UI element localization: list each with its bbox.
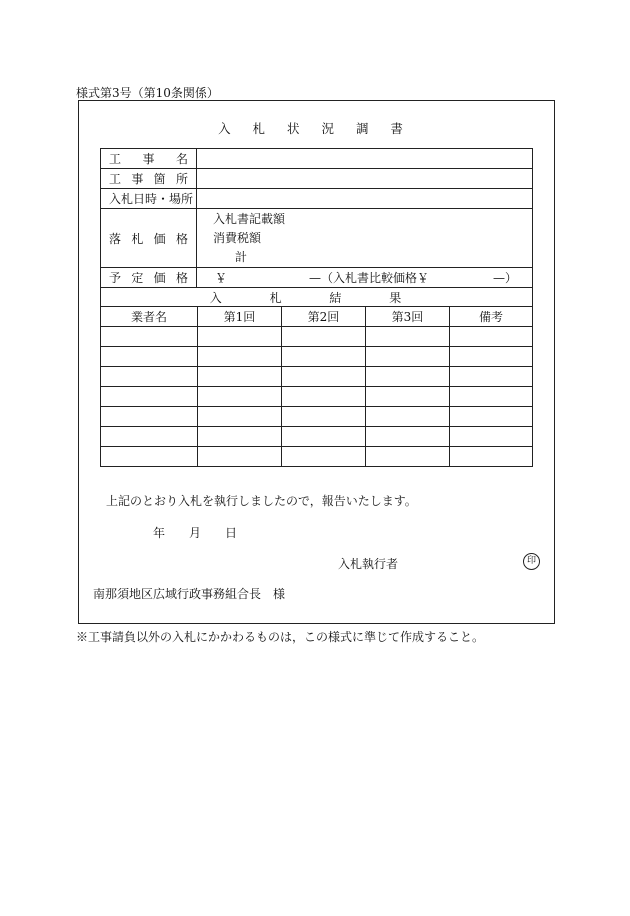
- round-2-cell[interactable]: [282, 327, 366, 347]
- table-row: [101, 427, 533, 447]
- bidder-name-cell[interactable]: [101, 447, 198, 467]
- round-2-cell[interactable]: [282, 407, 366, 427]
- addressee: 南那須地区広域行政事務組合長 様: [93, 587, 286, 601]
- table-row: [101, 327, 533, 347]
- round-2-cell[interactable]: [282, 387, 366, 407]
- bid-amount-label: 入札書記載額: [213, 211, 286, 226]
- table-row: [101, 447, 533, 467]
- planned-price-label: 予 定 価 格: [101, 268, 197, 288]
- round-2-cell[interactable]: [282, 427, 366, 447]
- seal-icon: 印: [523, 553, 540, 570]
- bidder-name-cell[interactable]: [101, 347, 198, 367]
- round-3-cell[interactable]: [366, 347, 450, 367]
- round-2-cell[interactable]: [282, 367, 366, 387]
- bid-results-table: [100, 306, 533, 467]
- date-month-label: 月: [189, 526, 202, 540]
- round-1-cell[interactable]: [198, 327, 282, 347]
- round-3-cell[interactable]: [366, 427, 450, 447]
- total-label: 計: [235, 249, 248, 264]
- report-statement: 上記のとおり入札を執行しましたので，報告いたします。: [106, 494, 417, 508]
- award-price-breakdown: [197, 209, 533, 268]
- remarks-cell[interactable]: [450, 327, 533, 347]
- project-location-label: 工 事 箇 所: [101, 169, 197, 189]
- remarks-cell[interactable]: [450, 387, 533, 407]
- project-name-value[interactable]: [197, 149, 533, 169]
- round-2-cell[interactable]: [282, 447, 366, 467]
- table-row: [101, 407, 533, 427]
- round-1-cell[interactable]: [198, 447, 282, 467]
- round-2-cell[interactable]: [282, 347, 366, 367]
- consumption-tax-label: 消費税額: [213, 230, 262, 245]
- round-1-cell[interactable]: [198, 367, 282, 387]
- round-1-cell[interactable]: [198, 347, 282, 367]
- form-number: 様式第3号（第10条関係）: [76, 86, 219, 100]
- document-title: 入 札 状 況 調 書: [218, 121, 412, 136]
- project-name-label: 工 事 名: [101, 149, 197, 169]
- round-3-cell[interactable]: [366, 447, 450, 467]
- table-row: [101, 387, 533, 407]
- bid-datetime-value[interactable]: [197, 189, 533, 209]
- col-bidder-name: 業者名: [101, 307, 198, 327]
- col-round-2: 第2回: [282, 307, 366, 327]
- col-remarks: 備考: [450, 307, 533, 327]
- round-1-cell[interactable]: [198, 427, 282, 447]
- round-3-cell[interactable]: [366, 327, 450, 347]
- bidder-name-cell[interactable]: [101, 407, 198, 427]
- remarks-cell[interactable]: [450, 347, 533, 367]
- bid-datetime-label: 入札日時・場所: [101, 189, 197, 209]
- comparison-price-close: —）: [493, 271, 518, 285]
- col-round-1: 第1回: [198, 307, 282, 327]
- round-3-cell[interactable]: [366, 367, 450, 387]
- table-row: [101, 347, 533, 367]
- comparison-price-open: —（入札書比較価格￥: [309, 271, 430, 285]
- results-header-row: [101, 307, 533, 327]
- bidder-name-cell[interactable]: [101, 387, 198, 407]
- project-info-table: [100, 148, 533, 307]
- bidder-name-cell[interactable]: [101, 327, 198, 347]
- date-year-label: 年: [153, 526, 166, 540]
- remarks-cell[interactable]: [450, 447, 533, 467]
- bid-results-heading: 入 札 結 果: [101, 288, 533, 307]
- remarks-cell[interactable]: [450, 427, 533, 447]
- round-3-cell[interactable]: [366, 387, 450, 407]
- project-location-value[interactable]: [197, 169, 533, 189]
- footnote: ※工事請負以外の入札にかかわるものは，この様式に準じて作成すること。: [76, 630, 485, 644]
- planned-price-value[interactable]: [197, 268, 533, 288]
- yen-symbol: ￥: [215, 271, 228, 285]
- bidder-name-cell[interactable]: [101, 427, 198, 447]
- col-round-3: 第3回: [366, 307, 450, 327]
- round-1-cell[interactable]: [198, 387, 282, 407]
- round-1-cell[interactable]: [198, 407, 282, 427]
- table-row: [101, 367, 533, 387]
- remarks-cell[interactable]: [450, 407, 533, 427]
- award-price-label: 落 札 価 格: [101, 209, 197, 268]
- date-day-label: 日: [225, 526, 238, 540]
- executor-label: 入札執行者: [338, 557, 399, 571]
- round-3-cell[interactable]: [366, 407, 450, 427]
- bidder-name-cell[interactable]: [101, 367, 198, 387]
- remarks-cell[interactable]: [450, 367, 533, 387]
